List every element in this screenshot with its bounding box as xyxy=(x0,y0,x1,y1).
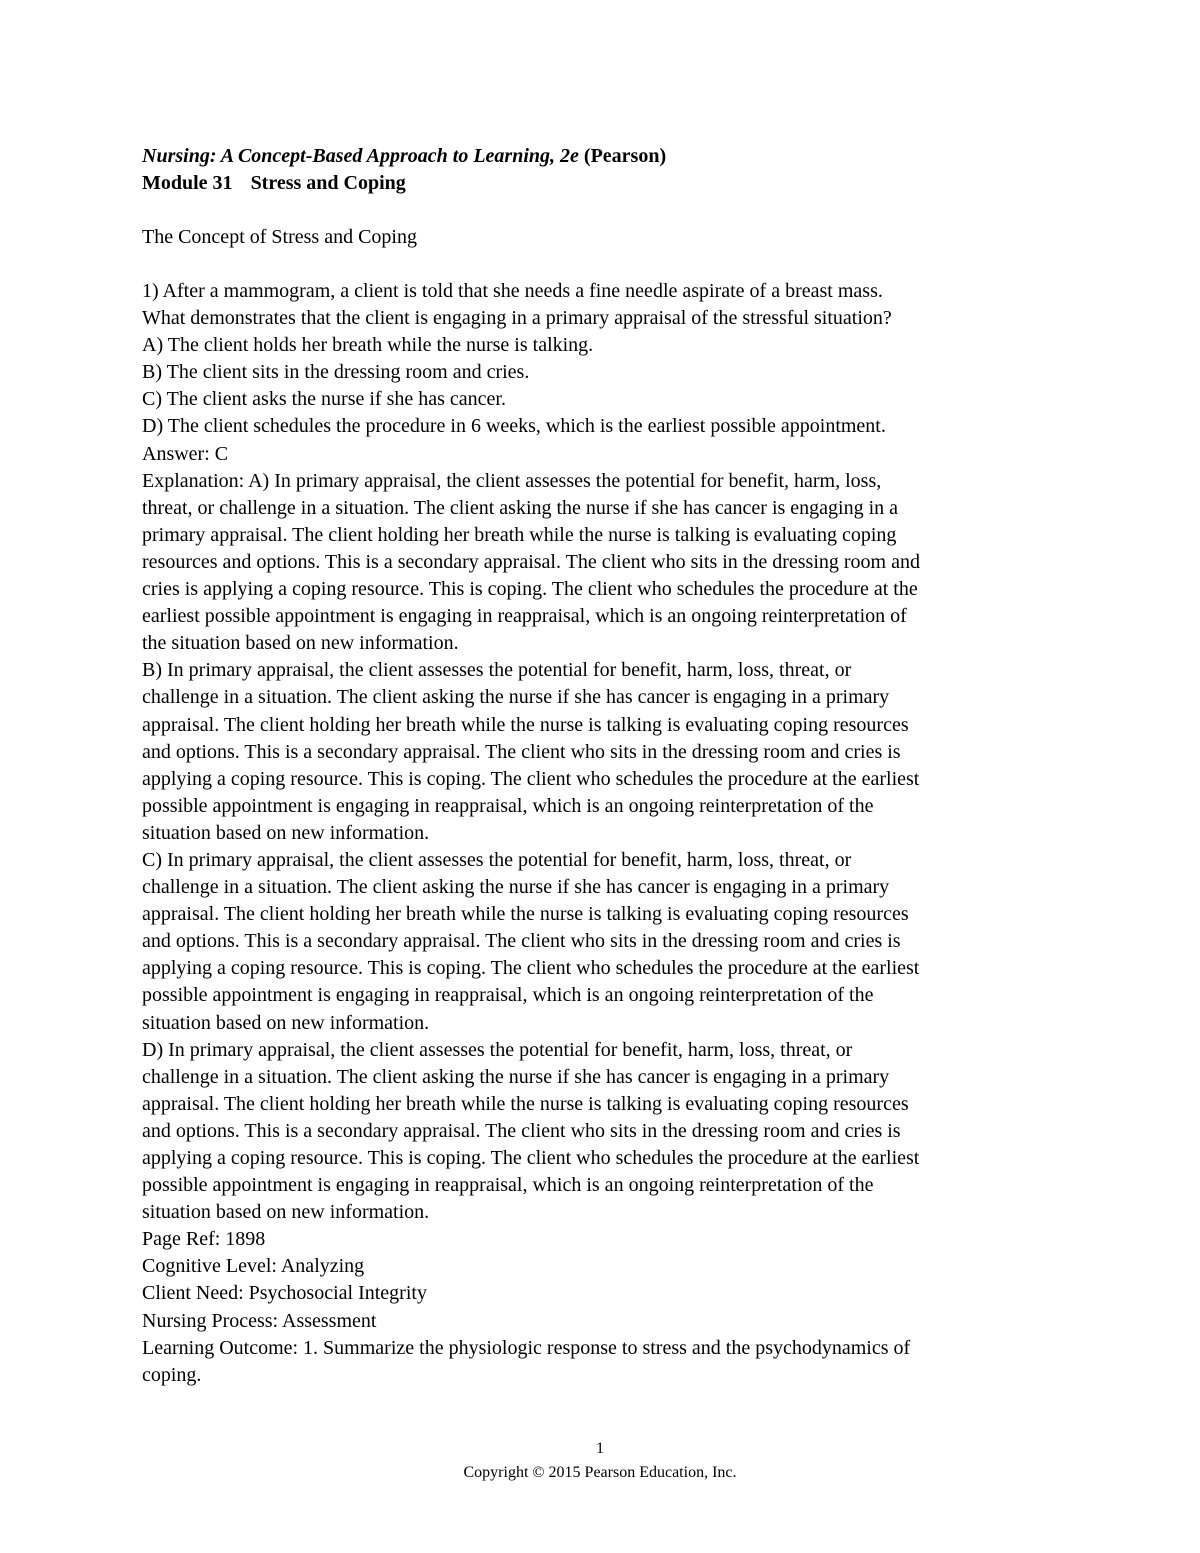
explanation-c-line: situation based on new information. xyxy=(142,1011,430,1034)
option-d: D) The client schedules the procedure in 6 weeks, which is the earliest possible appointment. xyxy=(142,415,886,438)
explanation-d-line: challenge in a situation. The client asking the nurse if she has cancer is engaging in a primary xyxy=(142,1065,890,1088)
explanation-a-line: primary appraisal. The client holding her breath while the nurse is talking is evaluating coping xyxy=(142,523,897,546)
document-page xyxy=(142,143,1072,1389)
client-need: Client Need: Psychosocial Integrity xyxy=(142,1282,427,1305)
explanation-a-line: the situation based on new information. xyxy=(142,632,459,655)
explanation-a xyxy=(142,468,1072,658)
explanation-d-line: situation based on new information. xyxy=(142,1201,430,1224)
module-number: Module 31 xyxy=(142,172,233,194)
explanation-c-line: applying a coping resource. This is coping. The client who schedules the procedure at the earliest xyxy=(142,957,920,980)
question-stem-line-1: 1) After a mammogram, a client is told that she needs a fine needle aspirate of a breast mass. xyxy=(142,280,883,302)
cognitive-level: Cognitive Level: Analyzing xyxy=(142,1255,365,1278)
explanation-a-line: earliest possible appointment is engaging in reappraisal, which is an ongoing reinterpretation of xyxy=(142,605,907,628)
book-title: Nursing: A Concept-Based Approach to Learning, 2e xyxy=(142,145,579,167)
explanation-d-line: appraisal. The client holding her breath while the nurse is talking is evaluating coping resources xyxy=(142,1092,909,1115)
explanation-b-line: applying a coping resource. This is coping. The client who schedules the procedure at the earliest xyxy=(142,767,920,790)
module-heading xyxy=(142,170,1072,197)
explanation-b-line: appraisal. The client holding her breath while the nurse is talking is evaluating coping resources xyxy=(142,713,909,736)
explanation-d xyxy=(142,1037,1072,1227)
explanation-c-line: possible appointment is engaging in reappraisal, which is an ongoing reinterpretation of the xyxy=(142,984,874,1007)
book-title-line xyxy=(142,143,1072,170)
explanation-b-line: situation based on new information. xyxy=(142,821,430,844)
section-heading: The Concept of Stress and Coping xyxy=(142,226,417,248)
explanation-d-line: applying a coping resource. This is coping. The client who schedules the procedure at the earliest xyxy=(142,1147,920,1169)
learning-outcome-line-2: coping. xyxy=(142,1363,202,1386)
explanation-c xyxy=(142,847,1072,1037)
explanation-b-line: possible appointment is engaging in reappraisal, which is an ongoing reinterpretation of the xyxy=(142,794,874,817)
explanation-b-line: and options. This is a secondary appraisal. The client who sits in the dressing room and cries is xyxy=(142,740,901,763)
question-stem-line-2: What demonstrates that the client is engaging in a primary appraisal of the stressful situation? xyxy=(142,307,892,330)
explanation-d-line: and options. This is a secondary appraisal. The client who sits in the dressing room and cries is xyxy=(142,1119,901,1142)
explanation-a-line: resources and options. This is a secondary appraisal. The client who sits in the dressing room and xyxy=(142,550,920,573)
learning-outcome-line-1: Learning Outcome: 1. Summarize the physiologic response to stress and the psychodynamics of xyxy=(142,1336,911,1359)
explanation-b-line: B) In primary appraisal, the client assesses the potential for benefit, harm, loss, threat, or xyxy=(142,659,852,682)
page-ref: Page Ref: 1898 xyxy=(142,1228,266,1251)
explanation-b-line: challenge in a situation. The client asking the nurse if she has cancer is engaging in a primary xyxy=(142,686,890,709)
option-c: C) The client asks the nurse if she has cancer. xyxy=(142,388,506,411)
publisher: (Pearson) xyxy=(583,145,667,167)
explanation-c-line: appraisal. The client holding her breath while the nurse is talking is evaluating coping resources xyxy=(142,903,909,926)
explanation-c-line: challenge in a situation. The client asking the nurse if she has cancer is engaging in a primary xyxy=(142,876,890,899)
explanation-a-line: threat, or challenge in a situation. The client asking the nurse if she has cancer is engaging in a xyxy=(142,496,899,519)
option-b: B) The client sits in the dressing room and cries. xyxy=(142,361,530,384)
explanation-c-line: and options. This is a secondary appraisal. The client who sits in the dressing room and cries is xyxy=(142,930,901,953)
copyright-notice: Copyright © 2015 Pearson Education, Inc. xyxy=(463,1464,737,1481)
explanation-d-line: D) In primary appraisal, the client assesses the potential for benefit, harm, loss, threat, or xyxy=(142,1038,853,1061)
question-block xyxy=(142,278,1072,1389)
explanation-d-line: possible appointment is engaging in reappraisal, which is an ongoing reinterpretation of the xyxy=(142,1174,874,1197)
page-number: 1 xyxy=(596,1440,604,1457)
answer-line: Answer: C xyxy=(142,442,229,465)
explanation-c-line: C) In primary appraisal, the client assesses the potential for benefit, harm, loss, threat, or xyxy=(142,848,852,871)
explanation-b xyxy=(142,657,1072,847)
explanation-a-line: cries is applying a coping resource. This is coping. The client who schedules the procedure at the xyxy=(142,578,918,601)
option-a: A) The client holds her breath while the nurse is talking. xyxy=(142,334,594,357)
nursing-process: Nursing Process: Assessment xyxy=(142,1309,377,1332)
module-title: Stress and Coping xyxy=(250,172,406,194)
explanation-a-line: Explanation: A) In primary appraisal, the client assesses the potential for benefit, harm, loss, xyxy=(142,469,882,492)
